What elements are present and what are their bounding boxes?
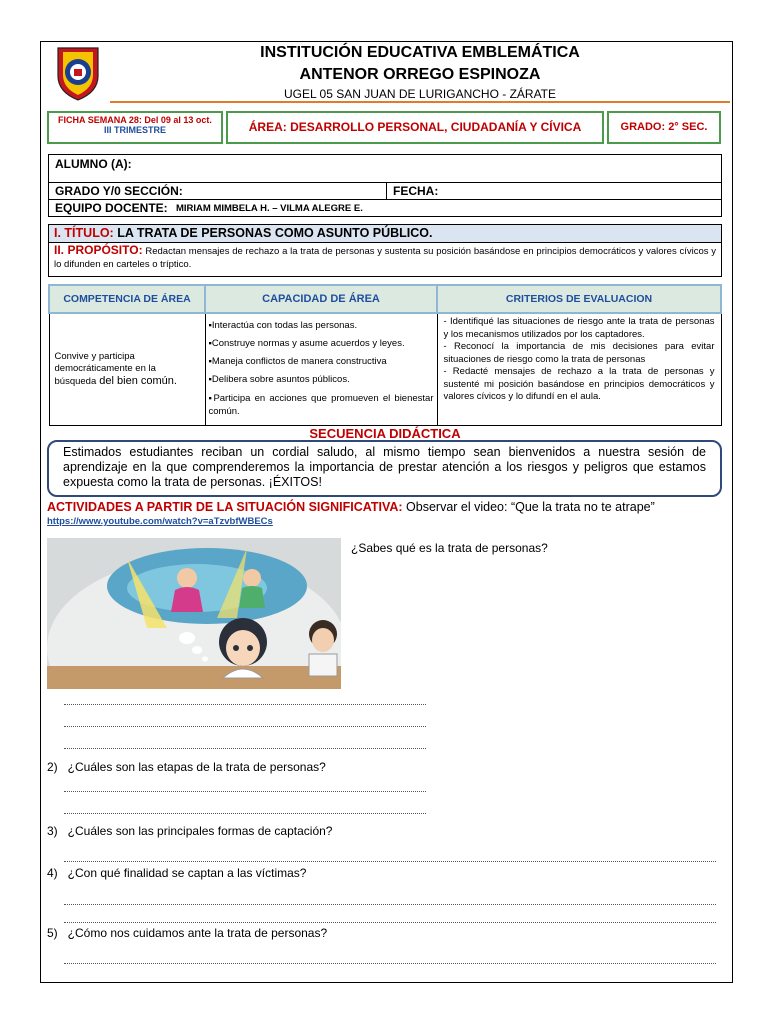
capacidad-item: ▪Delibera sobre asuntos públicos. [208, 374, 350, 385]
question-5: 5) ¿Cómo nos cuidamos ante la trata de personas? [47, 926, 328, 940]
ficha-dates: : Del 09 al 13 oct. [138, 115, 212, 125]
equipo-label: EQUIPO DOCENTE: [55, 201, 168, 215]
ugel-line: UGEL 05 SAN JUAN DE LURIGANCHO - ZÁRATE [283, 87, 557, 101]
proposito-label: II. PROPÓSITO: [54, 243, 143, 257]
answer-line[interactable] [64, 703, 426, 705]
answer-line[interactable] [64, 903, 716, 905]
criterio-item: - Identifiqué las situaciones de riesgo ante la trata de personas y los mecanismos utilizados por los captadores. [443, 316, 715, 340]
equipo-row [48, 199, 722, 217]
criterio-item: - Reconocí la importancia de mis decisiones para evitar situaciones de riesgo como la trata de personas [443, 341, 715, 365]
institution-name: ANTENOR ORREGO ESPINOZA [299, 66, 541, 83]
fecha-label: FECHA: [393, 184, 439, 198]
header-divider [110, 101, 730, 103]
institution-title: INSTITUCIÓN EDUCATIVA EMBLEMÁTICA [260, 44, 580, 61]
school-logo [52, 44, 104, 102]
titulo-label: I. TÍTULO: [54, 226, 114, 240]
trafficking-illustration [47, 538, 341, 689]
capacidad-cell [205, 313, 437, 425]
titulo-row [48, 224, 722, 243]
competencia-cell [49, 313, 205, 425]
welcome-box: Estimados estudiantes reciban un cordial saludo, al mismo tiempo sean bienvenidos a nuestra sesión de aprendizaje en la que comprenderemos la importancia de prestar atención a los riesgos y peligros que estamos expuesta como la trata de personas. ¡ÉXITOS! [47, 440, 722, 497]
answer-line[interactable] [64, 790, 426, 792]
header-capacidad: CAPACIDAD DE ÁREA [205, 285, 437, 313]
actividades-line [47, 500, 737, 514]
actividades-label: ACTIVIDADES A PARTIR DE LA SITUACIÓN SIGNIFICATIVA: [47, 500, 403, 514]
grado-box: GRADO: 2° SEC. [607, 111, 721, 144]
answer-line[interactable] [64, 725, 426, 727]
answer-line[interactable] [64, 860, 716, 862]
competencia-text-end: del bien común. [96, 374, 177, 387]
answer-line[interactable] [64, 962, 716, 964]
question-1: ¿Sabes qué es la trata de personas? [351, 541, 548, 555]
capacidad-item: ▪Construye normas y asume acuerdos y leyes. [208, 338, 405, 349]
equipo-names: MIRIAM MIMBELA H. – VILMA ALEGRE E. [176, 203, 363, 214]
alumno-row [48, 154, 722, 183]
criterio-item: - Redacté mensajes de rechazo a la trata de personas y sustenté mi posición basándose en principios democráticos y valores cívicos y lo difundí en el aula. [443, 366, 715, 402]
ficha-box [47, 111, 223, 144]
area-box: ÁREA: DESARROLLO PERSONAL, CIUDADANÍA Y CÍVICA [226, 111, 604, 144]
fecha-row [386, 182, 722, 200]
ficha-trimestre: III TRIMESTRE [103, 125, 166, 135]
question-4: 4) ¿Con qué finalidad se captan a las víctimas? [47, 866, 307, 880]
titulo-text: LA TRATA DE PERSONAS COMO ASUNTO PÚBLICO. [117, 226, 433, 240]
ficha-semana: FICHA SEMANA 28 [58, 115, 139, 125]
grado-seccion-label: GRADO Y/0 SECCIÓN: [55, 184, 183, 198]
secuencia-title: SECUENCIA DIDÁCTICA [309, 426, 461, 441]
question-2: 2) ¿Cuáles son las etapas de la trata de personas? [47, 760, 326, 774]
capacidad-item: ▪Maneja conflictos de manera constructiva [208, 356, 387, 367]
header-competencia: COMPETENCIA DE ÁREA [49, 285, 205, 313]
question-3: 3) ¿Cuáles son las principales formas de captación? [47, 824, 333, 838]
grado-row [48, 182, 387, 200]
answer-line[interactable] [64, 812, 426, 814]
capacidad-item: ▪Participa en acciones que promueven el bienestar común. [208, 393, 434, 417]
answer-line[interactable] [64, 747, 426, 749]
youtube-link[interactable]: https://www.youtube.com/watch?v=aTzvbfWBECs [47, 516, 273, 527]
answer-line[interactable] [64, 921, 716, 923]
actividades-text: Observar el video: “Que la trata no te atrape” [402, 500, 655, 514]
criterios-cell [437, 313, 721, 425]
alumno-label: ALUMNO (A): [55, 157, 132, 171]
proposito-text: Redactan mensajes de rechazo a la trata de personas y sustenta su posición basándose en principios democráticos y valores cívicos y lo difunden en carteles o tríptico. [54, 246, 716, 270]
capacidad-item: ▪Interactúa con todas las personas. [208, 320, 358, 331]
competencia-text: Convive y participa democráticamente en la búsqueda [54, 350, 156, 387]
proposito-row [48, 243, 722, 277]
header-criterios: CRITERIOS DE EVALUACION [437, 285, 721, 313]
competency-table [48, 284, 722, 426]
